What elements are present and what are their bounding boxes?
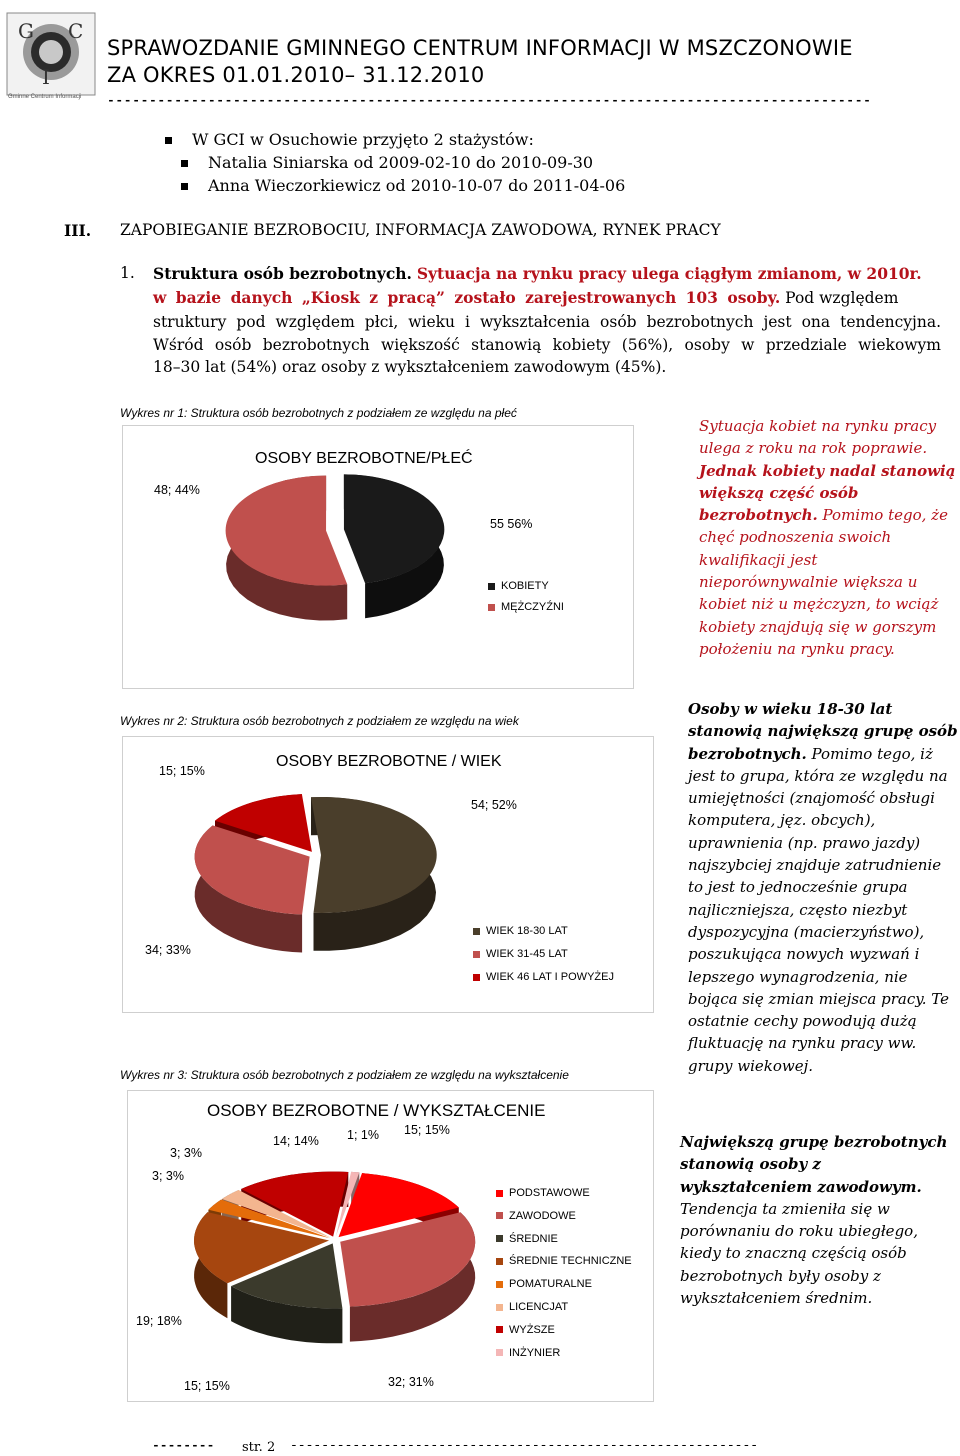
footer-left-divider: -------- (152, 1438, 215, 1453)
header-divider: ------------------------------------------------------------------------------------------- (107, 93, 872, 108)
list-item (181, 176, 625, 195)
chart3-data-label: 32; 31% (388, 1375, 434, 1389)
body-text: struktury pod względem płci, wieku i wykształcenia osób bezrobotnych jest ona tendencyjna. (153, 313, 941, 331)
legend-label: WIEK 31-45 LAT (486, 948, 568, 960)
chart2-caption: Wykres nr 2: Struktura osób bezrobotnych z podziałem ze względu na wiek (120, 714, 519, 728)
bullet-icon (181, 183, 188, 190)
side-note-text: Tendencja ta zmieniła się w porównaniu do roku ubiegłego, kiedy to znaczną częścią osób bezrobotnych były osoby z wykształceniem średnim. (680, 1199, 918, 1308)
chart3-data-label: 14; 14% (273, 1134, 319, 1148)
chart3-legend-item (496, 1278, 632, 1301)
legend-swatch-icon (473, 928, 480, 935)
subsection-line1 (153, 264, 922, 283)
chart1-caption: Wykres nr 1: Struktura osób bezrobotnych z podziałem ze względu na płeć (120, 406, 517, 420)
chart3-legend-item (496, 1255, 632, 1278)
intern-name: Natalia Siniarska od 2009-02-10 do 2010-09-30 (208, 153, 594, 172)
side-note-text: Sytuacja kobiet na rynku pracy ulega z roku na rok poprawie. (699, 417, 937, 458)
gci-logo-icon (6, 12, 96, 104)
chart2-title: OSOBY BEZROBOTNE / WIEK (276, 753, 502, 770)
intern-name: Anna Wieczorkiewicz od 2010-10-07 do 2011-04-06 (208, 176, 626, 195)
legend-swatch-icon (496, 1304, 503, 1311)
body-text: 18–30 lat (54%) oraz osoby z wykształceniem zawodowym (45%). (153, 358, 667, 376)
body-text: Pod względem (785, 289, 899, 307)
legend-swatch-icon (496, 1212, 503, 1219)
side-note-gender (699, 415, 957, 660)
chart2-data-label: 54; 52% (471, 798, 517, 812)
logo (6, 12, 96, 104)
legend-label: WYŻSZE (509, 1323, 555, 1336)
side-note-age (688, 698, 958, 1077)
interns-intro (165, 130, 534, 149)
body-text: Wśród osób bezrobotnych większość stanowią kobiety (56%), osoby w przedziale wiekowym (153, 335, 941, 354)
report-period: ZA OKRES 01.01.2010– 31.12.2010 (107, 63, 485, 87)
legend-label: KOBIETY (501, 580, 549, 592)
side-note-text: Pomimo tego, iż jest to grupa, która ze względu na umiejętności (znajomość obsługi komputera, jęz. obcych), uprawnienia (np. prawo jazdy) najszybciej znajduje zatrudnienie to jest to jednocześnie grupa najliczniejsza, często niezbyt dyspozycyjna (macierzyństwo), poszukująca nowych wyzwań i lepszego wynagrodzenia, nie bojąca się zmian miejsca pracy. Te ostatnie cechy powodują dużą fluktuację na rynku pracy ww. grupy wiekowej. (688, 744, 949, 1075)
section-title: ZAPOBIEGANIE BEZROBOCIU, INFORMACJA ZAWODOWA, RYNEK PRACY (120, 221, 721, 239)
chart1-data-label-kobiety: 48; 44% (154, 483, 200, 497)
chart3-data-label: 1; 1% (347, 1128, 379, 1142)
chart3-legend-item (496, 1347, 632, 1370)
kiosk-count-sentence: w bazie danych „Kiosk z pracą” zostało zarejestrowanych 103 osoby. (153, 288, 781, 307)
chart2-legend-item (473, 948, 568, 960)
chart2-pie (170, 785, 460, 985)
subsection-body (153, 311, 941, 379)
legend-label: LICENCJAT (509, 1300, 569, 1313)
legend-swatch-icon (473, 974, 480, 981)
chart2-data-label: 15; 15% (159, 764, 205, 778)
chart1-legend-item (488, 580, 549, 592)
chart1-title: OSOBY BEZROBOTNE/PŁEĆ (255, 450, 473, 467)
chart3-pie (180, 1160, 500, 1370)
legend-swatch-icon (496, 1190, 503, 1197)
legend-swatch-icon (488, 583, 495, 590)
page-number: str. 2 (242, 1440, 276, 1455)
legend-swatch-icon (496, 1235, 503, 1242)
svg-text:G: G (18, 19, 34, 43)
chart3-caption: Wykres nr 3: Struktura osób bezrobotnych z podziałem ze względu na wykształcenie (120, 1068, 569, 1082)
footer-right-divider: ------------------------------------------------------------ (290, 1438, 759, 1453)
legend-label: WIEK 18-30 LAT (486, 925, 568, 937)
bullet-icon (165, 137, 172, 144)
svg-text:C: C (68, 19, 84, 43)
legend-swatch-icon (473, 951, 480, 958)
side-note-education (680, 1131, 958, 1309)
bullet-icon (181, 160, 188, 167)
chart2-data-label: 34; 33% (145, 943, 191, 957)
side-note-emphasis: Największą grupę bezrobotnych stanowią osoby z wykształceniem zawodowym. (680, 1133, 948, 1196)
chart3-data-label: 3; 3% (152, 1169, 184, 1183)
chart2-legend-item (473, 925, 568, 937)
legend-label: ŚREDNIE (509, 1232, 558, 1245)
chart3-data-label: 19; 18% (136, 1314, 182, 1328)
subsection-number: 1. (120, 264, 135, 282)
legend-label: MĘŻCZYŹNI (501, 601, 564, 613)
chart3-title: OSOBY BEZROBOTNE / WYKSZTAŁCENIE (207, 1101, 546, 1120)
legend-swatch-icon (496, 1258, 503, 1265)
report-title: SPRAWOZDANIE GMINNEGO CENTRUM INFORMACJI W MSZCZONOWIE (107, 36, 853, 60)
chart3-legend-item (496, 1301, 632, 1324)
interns-intro-text: W GCI w Osuchowie przyjęto 2 stażystów: (192, 130, 534, 149)
side-note-text: Pomimo tego, że chęć podnoszenia swoich kwalifikacji jest nieporównywalnie większa u kobiet niż u mężczyzn, to wciąż kobiety znajdują się w gorszym położeniu na rynku pracy. (699, 506, 948, 658)
chart1-data-label-mezczyzni: 55 56% (490, 517, 533, 531)
legend-swatch-icon (496, 1281, 503, 1288)
chart3-legend (496, 1187, 632, 1369)
legend-label: PODSTAWOWE (509, 1187, 590, 1199)
legend-swatch-icon (496, 1349, 503, 1356)
chart3-legend-item (496, 1210, 632, 1233)
chart3-data-label: 15; 15% (184, 1379, 230, 1393)
legend-label: POMATURALNE (509, 1278, 592, 1291)
logo-caption: Gminne Centrum Informacji (8, 94, 82, 100)
chart2-legend-item (473, 971, 614, 983)
legend-label: ZAWODOWE (509, 1209, 576, 1222)
legend-label: ŚREDNIE TECHNICZNE (509, 1255, 632, 1268)
chart3-data-label: 15; 15% (404, 1123, 450, 1137)
chart1-pie (215, 470, 455, 660)
legend-swatch-icon (488, 604, 495, 611)
legend-swatch-icon (496, 1326, 503, 1333)
legend-label: INŻYNIER (509, 1346, 561, 1359)
chart3-data-label: 3; 3% (170, 1146, 202, 1160)
chart3-legend-item (496, 1187, 632, 1210)
subsection-line2 (153, 288, 898, 307)
chart3-legend-item (496, 1324, 632, 1347)
side-note-emphasis: Jednak kobiety nadal stanowią większą część osób bezrobotnych. (699, 461, 956, 525)
list-item (181, 153, 593, 172)
section-number: III. (64, 221, 92, 240)
svg-text:I: I (42, 65, 50, 89)
legend-label: WIEK 46 LAT I POWYŻEJ (486, 971, 614, 983)
chart3-legend-item (496, 1233, 632, 1256)
subsection-red-sentence: Sytuacja na rynku pracy ulega ciągłym zmianom, w 2010r. (416, 264, 922, 283)
subsection-title: Struktura osób bezrobotnych. (153, 264, 412, 283)
chart1-legend-item (488, 601, 564, 613)
side-note-emphasis: Osoby w wieku 18-30 lat stanowią największą grupę osób bezrobotnych. (688, 700, 958, 763)
